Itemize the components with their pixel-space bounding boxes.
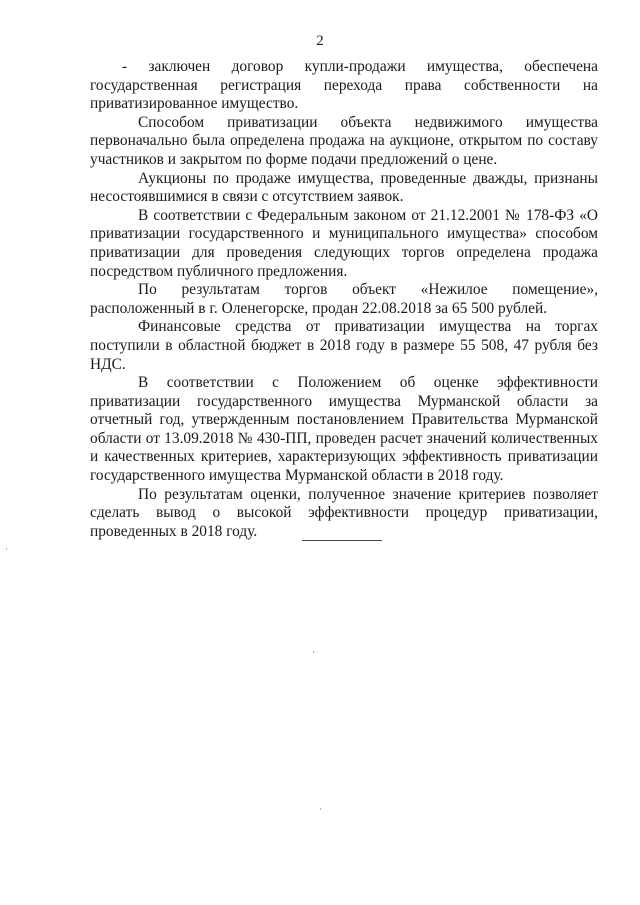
page-number: 2 — [316, 33, 324, 49]
paragraph-contract-registration: - заключен договор купли-продажи имущества, обеспечена государственная регистрация перехода права собственности на приватизированное имущество. — [90, 58, 598, 113]
paragraph-federal-law: В соответствии с Федеральным законом от 21.12.2001 № 178-ФЗ «О приватизации государственного и муниципального имущества» способом приватизации для проведения следующих торгов определена продажа посредством публичного предложения. — [90, 206, 598, 280]
paragraph-sale-result: По результатам торгов объект «Нежилое помещение», расположенный в г. Оленегорске, продан 22.08.2018 за 65 500 рублей. — [90, 281, 598, 317]
paragraph-budget-revenue: Финансовые средства от приватизации имущества на торгах поступили в областной бюджет в 2018 году в размере 55 508, 47 рубля без НДС. — [90, 318, 598, 373]
document-body — [90, 58, 598, 541]
paragraph-conclusion: По результатам оценки, полученное значение критериев позволяет сделать вывод о высокой эффективности процедур приватизации, проведенных в 2018 году. — [90, 485, 598, 540]
paragraph-privatization-method: Способом приватизации объекта недвижимого имущества первоначально была определена продажа на аукционе, открытом по составу участников и закрытом по форме подачи предложений о цене. — [90, 113, 598, 168]
scan-speck — [6, 548, 7, 550]
scan-speck — [320, 808, 321, 810]
closing-divider-line — [302, 540, 382, 541]
paragraph-auctions-failed: Аукционы по продаже имущества, проведенные дважды, признаны несостоявшимися в связи с отсутствием заявок. — [90, 169, 598, 206]
scan-speck — [313, 651, 314, 653]
paragraph-efficiency-regulation: В соответствии с Положением об оценке эффективности приватизации государственного имущества Мурманской области за отчетный год, утвержденным постановлением Правительства Мурманской области от 13.09.2018 № 430-ПП, проведен расчет значений количественных и качественных критериев, характеризующих эффективность приватизации государственного имущества Мурманской области в 2018 году. — [90, 374, 598, 485]
